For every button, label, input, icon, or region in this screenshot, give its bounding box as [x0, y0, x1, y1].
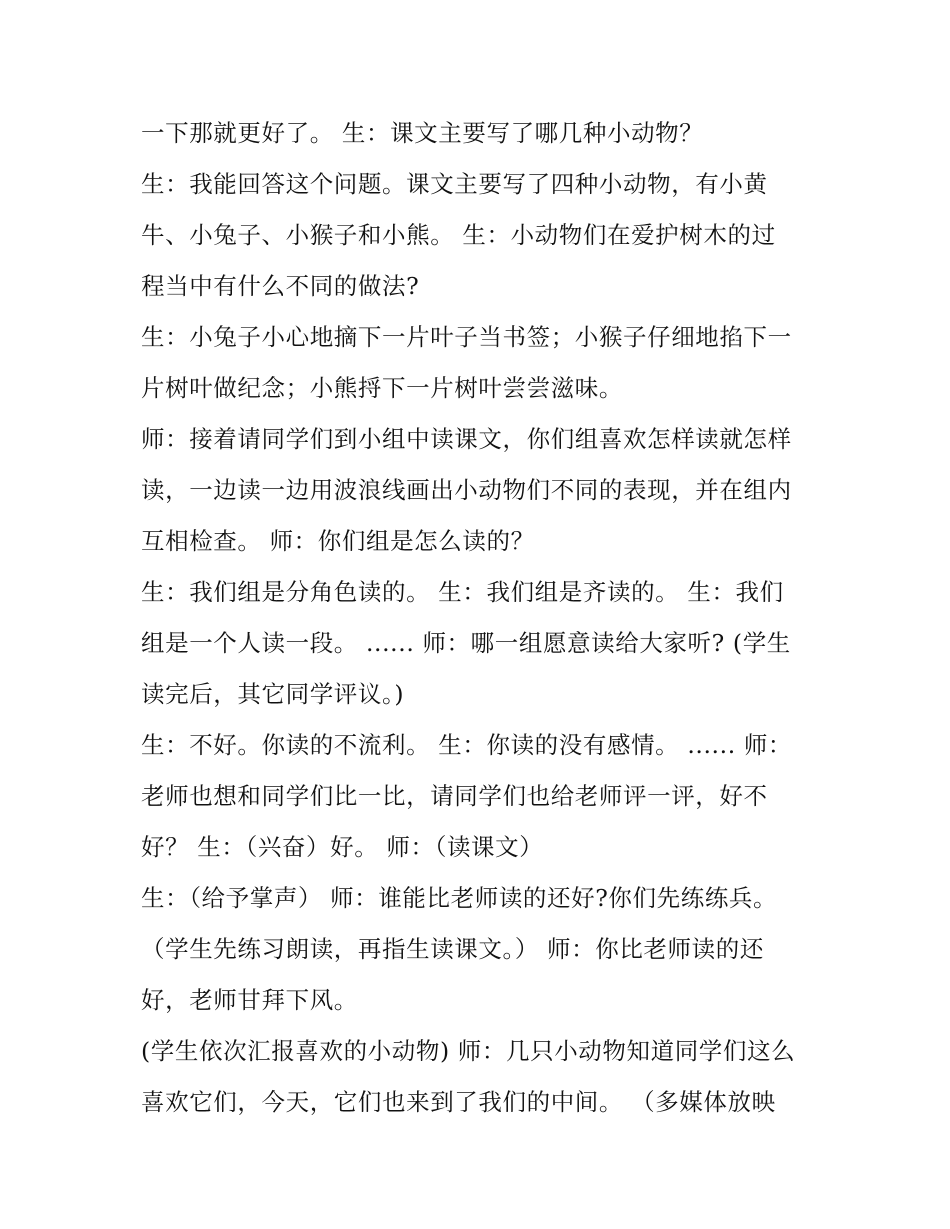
document-body — [141, 108, 831, 1128]
text-line: 生：我们组是分角色读的。 生：我们组是齐读的。 生：我们 — [141, 578, 784, 606]
text-line: 老师也想和同学们比一比，请同学们也给老师评一评，好不 — [141, 782, 768, 810]
text-line: 一下那就更好了。 生：课文主要写了哪几种小动物？ — [141, 119, 704, 147]
text-line: 程当中有什么不同的做法? — [141, 272, 420, 300]
text-line: 读，一边读一边用波浪线画出小动物们不同的表现，并在组内 — [141, 476, 792, 504]
text-line: 生：（给予掌声） 师：谁能比老师读的还好?你们先练练兵。 — [141, 884, 778, 912]
text-line: （学生先练习朗读，再指生读课文。） 师：你比老师读的还 — [141, 935, 764, 963]
text-line: 互相检查。 师：你们组是怎么读的？ — [141, 527, 535, 555]
text-line: (学生依次汇报喜欢的小动物) 师：几只小动物知道同学们这么 — [141, 1037, 796, 1065]
text-line: 生：小兔子小心地摘下一片叶子当书签；小猴子仔细地掐下一 — [141, 323, 792, 351]
text-line: 生：不好。你读的不流利。 生：你读的没有感情。 ...... 师： — [141, 731, 793, 759]
text-line: 组是一个人读一段。 ...... 师：哪一组愿意读给大家听? (学生 — [141, 629, 791, 657]
text-line: 师：接着请同学们到小组中读课文，你们组喜欢怎样读就怎样 — [141, 425, 792, 453]
text-line: 牛、小兔子、小猴子和小熊。 生：小动物们在爱护树木的过 — [141, 221, 776, 249]
text-line: 片树叶做纪念；小熊捋下一片树叶尝尝滋味。 — [141, 374, 623, 402]
text-line: 喜欢它们，今天，它们也来到了我们的中间。 （多媒体放映 — [141, 1088, 776, 1116]
text-line: 生：我能回答这个问题。课文主要写了四种小动物，有小黄 — [141, 170, 768, 198]
text-line: 好？ 生：（兴奋）好。 师：（读课文） — [141, 833, 544, 861]
text-line: 读完后，其它同学评议。) — [141, 680, 405, 708]
text-line: 好，老师甘拜下风。 — [141, 986, 358, 1014]
